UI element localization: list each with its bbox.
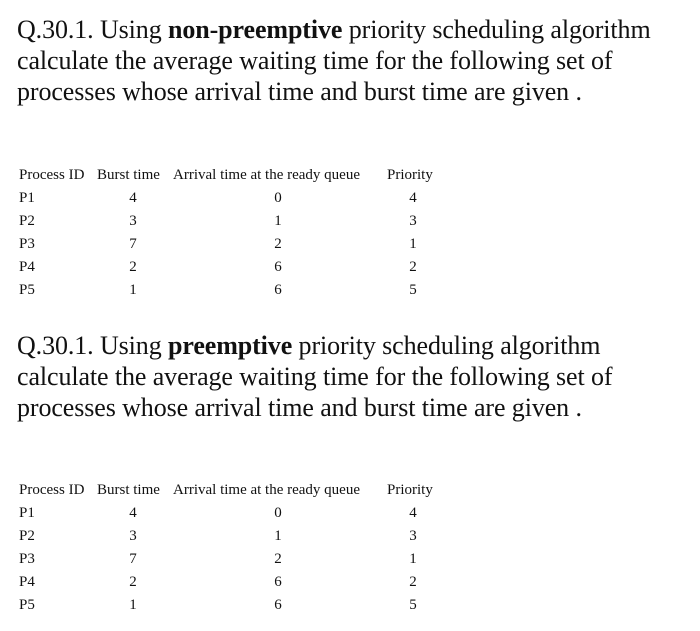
table-header-row [17, 163, 441, 187]
cell-burst-time: 2 [129, 259, 137, 275]
cell-process-id: P3 [19, 551, 35, 567]
question-1-prefix: Q.30.1. Using [17, 15, 168, 44]
table-row [17, 187, 441, 210]
cell-arrival-time: 2 [274, 551, 282, 567]
question-2-suffix: priority scheduling algorithm calculate the average waiting time for the following set of processes whose arrival time and burst time are given . [17, 331, 613, 422]
cell-priority: 2 [409, 259, 417, 275]
cell-process-id: P2 [19, 528, 35, 544]
cell-burst-time: 4 [129, 505, 137, 521]
table-row [17, 233, 441, 256]
cell-process-id: P5 [19, 597, 35, 613]
table-row [17, 279, 441, 302]
cell-arrival-time: 0 [274, 190, 282, 206]
table-row [17, 502, 441, 525]
cell-priority: 3 [409, 528, 417, 544]
cell-priority: 4 [409, 505, 417, 521]
process-table-2 [17, 478, 441, 617]
cell-arrival-time: 6 [274, 597, 282, 613]
cell-arrival-time: 6 [274, 259, 282, 275]
cell-burst-time: 3 [129, 528, 137, 544]
question-2 [17, 330, 687, 423]
cell-arrival-time: 1 [274, 528, 282, 544]
question-2-bold-term: preemptive [168, 331, 293, 360]
header-process-id: Process ID [19, 166, 85, 183]
table-row [17, 548, 441, 571]
cell-burst-time: 4 [129, 190, 137, 206]
cell-arrival-time: 2 [274, 236, 282, 252]
cell-arrival-time: 6 [274, 282, 282, 298]
cell-priority: 5 [409, 282, 417, 298]
cell-burst-time: 7 [129, 236, 137, 252]
header-arrival-time: Arrival time at the ready queue [173, 481, 361, 498]
cell-process-id: P2 [19, 213, 35, 229]
cell-priority: 1 [409, 236, 417, 252]
cell-burst-time: 7 [129, 551, 137, 567]
cell-arrival-time: 6 [274, 574, 282, 590]
table-header-row [17, 478, 441, 502]
cell-priority: 4 [409, 190, 417, 206]
header-arrival-time: Arrival time at the ready queue [173, 166, 361, 183]
cell-burst-time: 1 [129, 597, 137, 613]
process-table-1 [17, 163, 441, 302]
table-row [17, 256, 441, 279]
cell-process-id: P1 [19, 190, 35, 206]
cell-burst-time: 1 [129, 282, 137, 298]
cell-process-id: P4 [19, 574, 35, 590]
table-row [17, 210, 441, 233]
cell-priority: 3 [409, 213, 417, 229]
header-burst-time: Burst time [97, 166, 160, 183]
table-row [17, 594, 441, 617]
cell-arrival-time: 1 [274, 213, 282, 229]
header-priority: Priority [387, 481, 433, 498]
cell-arrival-time: 0 [274, 505, 282, 521]
header-process-id: Process ID [19, 481, 85, 498]
cell-priority: 2 [409, 574, 417, 590]
question-1-bold-term: non-preemptive [168, 15, 343, 44]
cell-process-id: P3 [19, 236, 35, 252]
question-1-suffix: priority scheduling algorithm calculate the average waiting time for the following set of processes whose arrival time and burst time are given . [17, 15, 651, 106]
cell-burst-time: 3 [129, 213, 137, 229]
cell-priority: 5 [409, 597, 417, 613]
question-1 [17, 14, 687, 107]
cell-priority: 1 [409, 551, 417, 567]
table-row [17, 571, 441, 594]
cell-burst-time: 2 [129, 574, 137, 590]
table-row [17, 525, 441, 548]
header-burst-time: Burst time [97, 481, 160, 498]
header-priority: Priority [387, 166, 433, 183]
cell-process-id: P4 [19, 259, 35, 275]
cell-process-id: P5 [19, 282, 35, 298]
question-2-prefix: Q.30.1. Using [17, 331, 168, 360]
cell-process-id: P1 [19, 505, 35, 521]
